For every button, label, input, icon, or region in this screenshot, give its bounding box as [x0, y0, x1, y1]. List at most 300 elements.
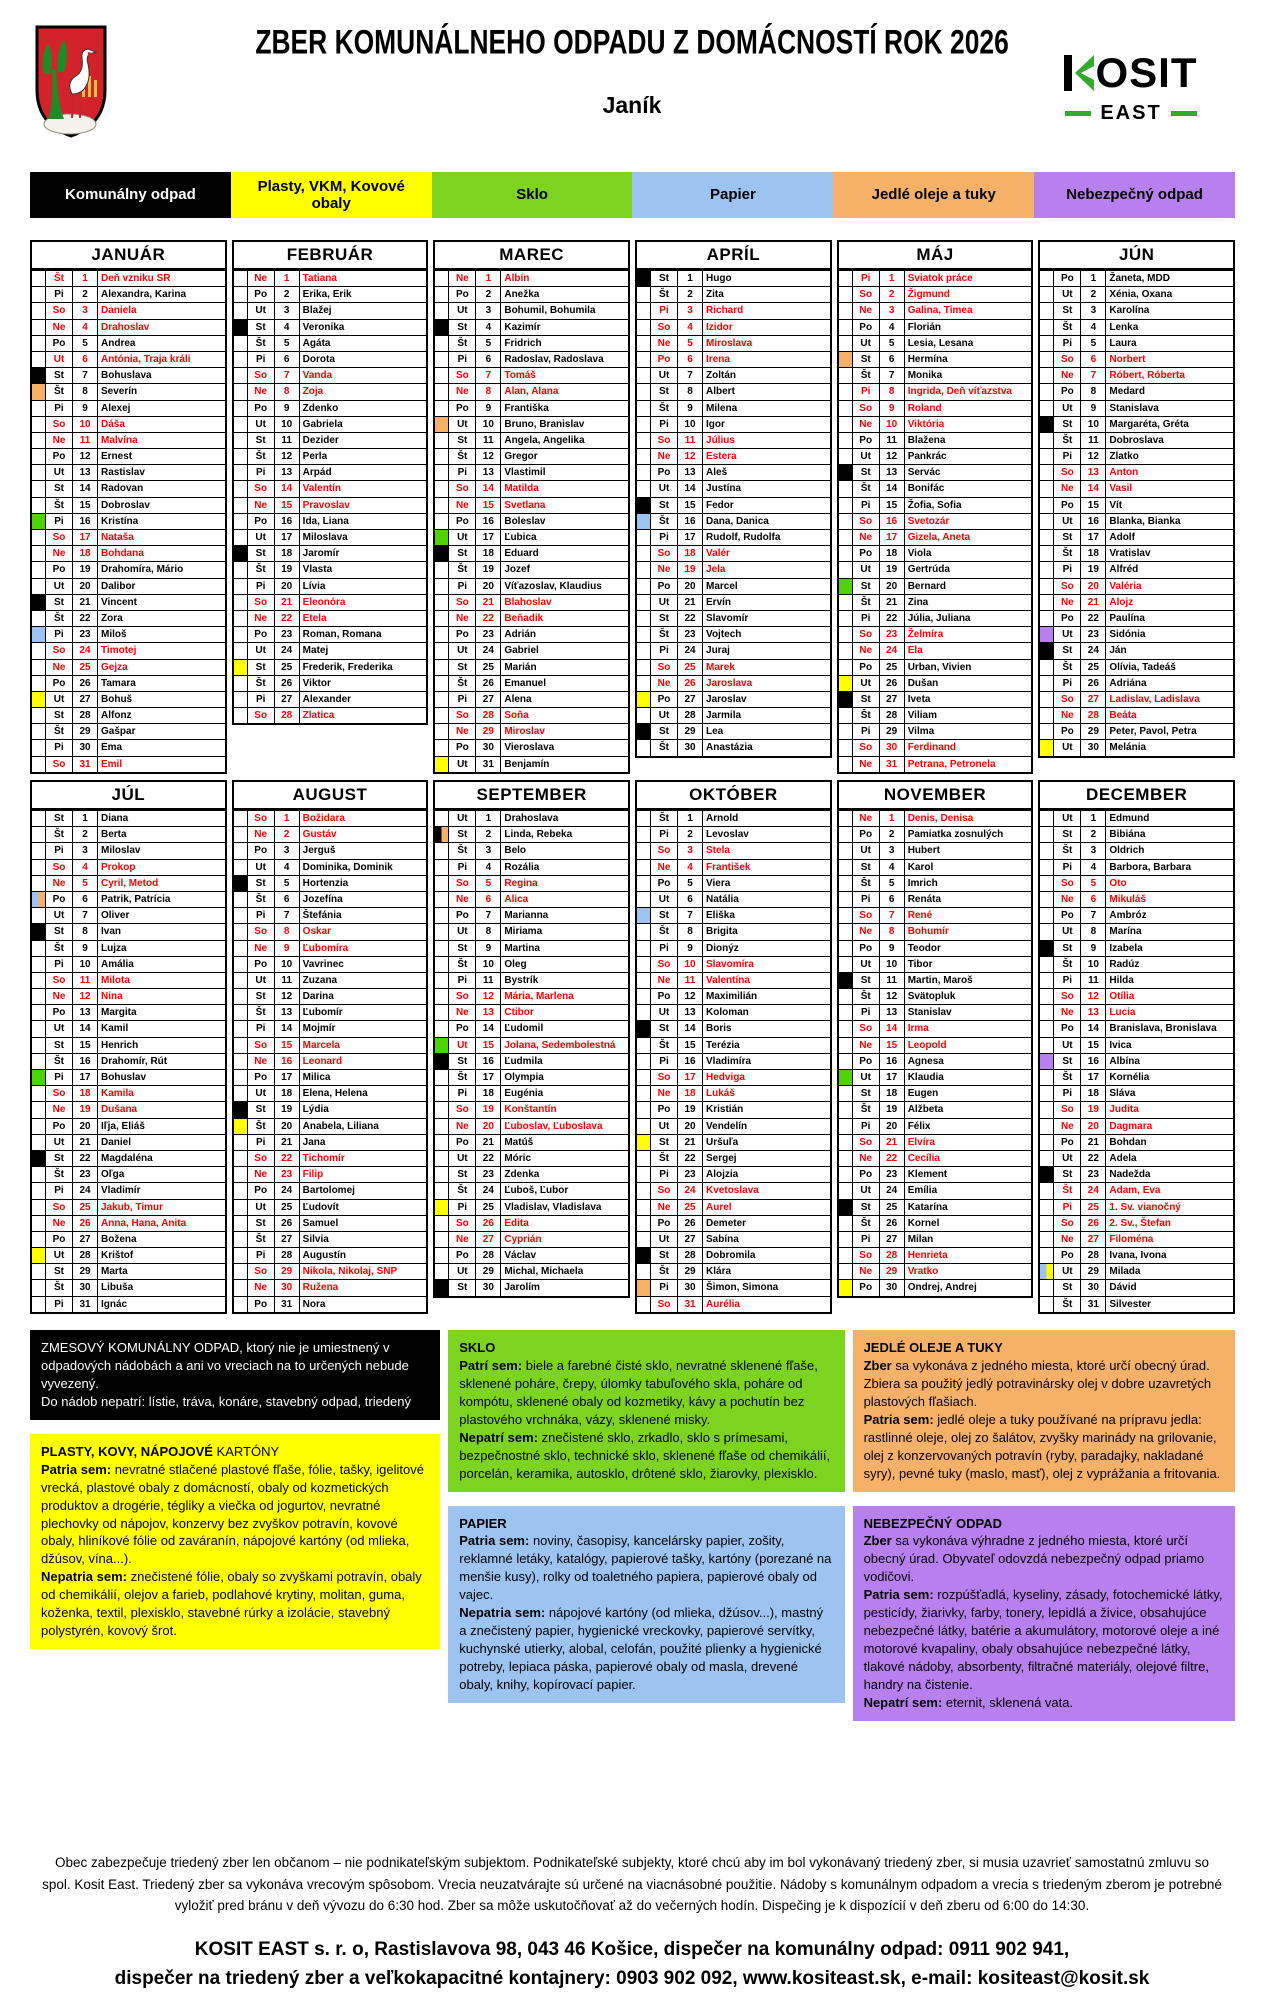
collection-marker [32, 740, 46, 755]
collection-marker [435, 757, 449, 772]
weekday-cell: Po [248, 1183, 275, 1198]
day-number-cell: 28 [880, 1248, 905, 1263]
month-table-október [635, 780, 832, 1314]
collection-marker [637, 562, 651, 577]
day-number-cell: 13 [1081, 465, 1106, 480]
collection-marker [839, 449, 853, 464]
collection-marker [1040, 320, 1054, 335]
day-number-cell: 18 [880, 546, 905, 561]
day-row [32, 383, 225, 399]
day-row [32, 1101, 225, 1117]
collection-marker [234, 1232, 248, 1247]
day-row [435, 972, 628, 988]
collection-marker [435, 692, 449, 707]
weekday-cell: Ut [248, 1200, 275, 1215]
day-row [839, 302, 1032, 318]
day-row [637, 642, 830, 658]
day-row [32, 907, 225, 923]
nameday-cell: Augustín [302, 1250, 346, 1262]
collection-marker [32, 876, 46, 891]
day-row [839, 1101, 1032, 1117]
collection-marker [234, 1151, 248, 1166]
day-row [435, 270, 628, 286]
day-number-cell: 30 [1081, 740, 1106, 755]
collection-marker [32, 643, 46, 658]
nameday-cell: Radoslav, Radoslava [504, 353, 604, 365]
nameday-cell: Levoslav [706, 829, 749, 841]
day-number-cell: 3 [880, 843, 905, 858]
collection-marker [234, 481, 248, 496]
collection-marker [1040, 676, 1054, 691]
weekday-cell: Ne [449, 1232, 476, 1247]
month-table-január [30, 240, 227, 774]
weekday-cell: Št [651, 1038, 678, 1053]
collection-marker [637, 827, 651, 842]
day-row [637, 1182, 830, 1198]
weekday-cell: Po [449, 514, 476, 529]
weekday-cell: Št [449, 449, 476, 464]
day-row [1040, 923, 1233, 939]
collection-marker [32, 401, 46, 416]
weekday-cell: Ut [651, 892, 678, 907]
day-number-cell: 22 [1081, 1151, 1106, 1166]
legend-jedl-oleje-a-tuky: Jedlé oleje a tuky [833, 172, 1034, 218]
weekday-cell: St [1054, 941, 1081, 956]
weekday-cell: St [853, 1200, 880, 1215]
day-number-cell: 31 [678, 1297, 703, 1312]
day-row [234, 1134, 427, 1150]
weekday-cell: Ut [651, 1005, 678, 1020]
weekday-cell: Ne [449, 384, 476, 399]
day-number-cell: 18 [678, 1086, 703, 1101]
day-number-cell: 12 [73, 989, 98, 1004]
nameday-cell: Galina, Timea [907, 305, 973, 317]
day-number-cell: 1 [880, 811, 905, 826]
day-row [1040, 545, 1233, 561]
collection-marker [234, 957, 248, 972]
day-row [234, 1004, 427, 1020]
month-title: MÁJ [839, 242, 1032, 270]
day-number-cell: 4 [275, 320, 300, 335]
collection-marker [1040, 481, 1054, 496]
weekday-cell: St [651, 1248, 678, 1263]
weekday-cell: Ut [46, 1135, 73, 1150]
nameday-cell: Klaudia [907, 1072, 944, 1083]
day-number-cell: 9 [73, 941, 98, 956]
weekday-cell: So [449, 368, 476, 383]
day-row [234, 578, 427, 594]
weekday-cell: Pi [248, 579, 275, 594]
day-row [1040, 1215, 1233, 1231]
weekday-cell: So [651, 320, 678, 335]
nameday-cell: Anežka [504, 289, 540, 301]
day-row [637, 383, 830, 399]
collection-marker [637, 908, 651, 923]
nameday-cell: Judita [1109, 1104, 1139, 1116]
collection-marker [234, 1297, 248, 1312]
collection-marker [32, 287, 46, 302]
collection-marker [234, 1054, 248, 1069]
collection-marker [1040, 401, 1054, 416]
info-paragraph: Nepatria sem: znečistené fólie, obaly so zvyškami potravín, obaly od chemikálií, olejov a farieb, podlahové krytiny, molitan, guma, koženka, textil, plexisklo, stavebné rúrky a izolácie, stavebný polystyrén, kovový šrot. [41, 1569, 422, 1639]
day-row [234, 432, 427, 448]
weekday-cell: Po [248, 843, 275, 858]
day-number-cell: 14 [476, 481, 501, 496]
collection-marker [32, 320, 46, 335]
day-number-cell: 26 [73, 676, 98, 691]
weekday-cell: St [1054, 827, 1081, 842]
collection-marker [839, 303, 853, 318]
day-row [234, 497, 427, 513]
legend-nebezpe-n-odpad: Nebezpečný odpad [1034, 172, 1235, 218]
info-box-jedle-oleje-a-tuky [853, 1330, 1235, 1492]
day-row [637, 891, 830, 907]
day-row [1040, 891, 1233, 907]
info-paragraph: Nepatrí sem: eternit, sklenená vata. [863, 1694, 1074, 1710]
nameday-cell: Adrián [504, 629, 537, 641]
nameday-cell: Stanislava [1109, 402, 1159, 414]
weekday-cell: So [1054, 692, 1081, 707]
nameday-cell: Servác [907, 467, 941, 479]
day-row [637, 907, 830, 923]
day-number-cell: 26 [1081, 676, 1106, 691]
collection-marker [839, 1005, 853, 1020]
nameday-cell: Zdenka [504, 1169, 540, 1181]
day-number-cell: 23 [275, 1167, 300, 1182]
weekday-cell: Ne [853, 924, 880, 939]
day-row [839, 826, 1032, 842]
nameday-cell: Miroslav [504, 726, 545, 738]
collection-marker [234, 827, 248, 842]
nameday-cell: Alojz [1109, 596, 1134, 608]
day-number-cell: 30 [880, 740, 905, 755]
day-row [1040, 826, 1233, 842]
weekday-cell: Pi [248, 692, 275, 707]
day-number-cell: 8 [880, 384, 905, 399]
weekday-cell: Pi [1054, 973, 1081, 988]
day-number-cell: 3 [275, 843, 300, 858]
nameday-cell: Alžbeta [907, 1104, 944, 1116]
collection-marker [234, 989, 248, 1004]
weekday-cell: Št [248, 1119, 275, 1134]
weekday-cell: Št [651, 1151, 678, 1166]
collection-marker [32, 336, 46, 351]
collection-marker [637, 579, 651, 594]
collection-marker [1040, 271, 1054, 286]
weekday-cell: Pi [853, 271, 880, 286]
nameday-cell: Ľubomíra [302, 942, 349, 954]
weekday-cell: Ut [46, 352, 73, 367]
day-number-cell: 29 [1081, 724, 1106, 739]
day-row [435, 1053, 628, 1069]
collection-marker [435, 303, 449, 318]
day-row [839, 448, 1032, 464]
nameday-cell: Hubert [907, 845, 940, 857]
day-row [839, 675, 1032, 691]
nameday-cell: Tatiana [302, 273, 337, 284]
day-row [234, 416, 427, 432]
day-number-cell: 19 [73, 1102, 98, 1117]
collection-marker [435, 1183, 449, 1198]
day-number-cell: 1 [880, 271, 905, 286]
weekday-cell: Pi [248, 352, 275, 367]
day-number-cell: 9 [678, 941, 703, 956]
day-row [1040, 1247, 1233, 1263]
day-number-cell: 16 [678, 514, 703, 529]
weekday-cell: Ut [853, 676, 880, 691]
weekday-cell: St [1054, 417, 1081, 432]
collection-marker [435, 1086, 449, 1101]
day-row [435, 659, 628, 675]
weekday-cell: Po [1054, 1135, 1081, 1150]
collection-marker [1040, 1005, 1054, 1020]
collection-marker [234, 287, 248, 302]
weekday-cell: Pi [449, 1200, 476, 1215]
collection-marker [839, 973, 853, 988]
weekday-cell: Ne [853, 757, 880, 772]
day-row [32, 675, 225, 691]
nameday-cell: Daniela [101, 305, 137, 317]
day-number-cell: 15 [275, 498, 300, 513]
month-table-apríl [635, 240, 832, 758]
day-number-cell: 28 [275, 708, 300, 723]
collection-marker [435, 465, 449, 480]
day-row [32, 1231, 225, 1247]
collection-marker [637, 514, 651, 529]
weekday-cell: Št [651, 811, 678, 826]
day-number-cell: 20 [678, 1119, 703, 1134]
collection-marker [637, 1297, 651, 1312]
day-number-cell: 22 [880, 611, 905, 626]
day-number-cell: 13 [1081, 1005, 1106, 1020]
collection-marker [32, 660, 46, 675]
day-row [32, 1182, 225, 1198]
day-number-cell: 21 [880, 1135, 905, 1150]
day-row [1040, 302, 1233, 318]
weekday-cell: St [248, 660, 275, 675]
day-row [435, 907, 628, 923]
day-number-cell: 4 [1081, 320, 1106, 335]
day-row [32, 707, 225, 723]
weekday-cell: Ut [248, 973, 275, 988]
nameday-cell: Eleonóra [302, 596, 346, 608]
day-row [234, 907, 427, 923]
day-number-cell: 26 [476, 676, 501, 691]
month-title: JÚL [32, 782, 225, 810]
day-row [1040, 1150, 1233, 1166]
nameday-cell: Deň vzniku SR [101, 273, 171, 284]
collection-marker [637, 1119, 651, 1134]
day-number-cell: 29 [678, 724, 703, 739]
day-number-cell: 11 [73, 433, 98, 448]
weekday-cell: St [1054, 303, 1081, 318]
page-title: ZBER KOMUNÁLNEHO ODPADU Z DOMÁCNOSTÍ ROK 2026 [255, 23, 1009, 62]
day-number-cell: 11 [476, 433, 501, 448]
weekday-cell: Po [1054, 498, 1081, 513]
nameday-cell: Malvína [101, 434, 138, 446]
nameday-cell: Bibiána [1109, 829, 1146, 841]
nameday-cell: Kazimír [504, 321, 541, 333]
day-row [234, 675, 427, 691]
weekday-cell: Pi [1054, 336, 1081, 351]
day-number-cell: 7 [678, 908, 703, 923]
day-number-cell: 19 [880, 562, 905, 577]
collection-marker [234, 433, 248, 448]
collection-marker [234, 692, 248, 707]
kosit-k-icon [1064, 55, 1094, 91]
collection-marker [1040, 1216, 1054, 1231]
info-column-middle [448, 1330, 844, 1721]
month-table-jún [1038, 240, 1235, 758]
day-number-cell: 18 [1081, 546, 1106, 561]
weekday-cell: Ne [853, 417, 880, 432]
day-number-cell: 19 [73, 562, 98, 577]
weekday-cell: Ut [46, 1021, 73, 1036]
day-row [839, 286, 1032, 302]
collection-marker [435, 433, 449, 448]
day-row [637, 1101, 830, 1117]
nameday-cell: Lesia, Lesana [907, 337, 974, 349]
day-row [637, 1020, 830, 1036]
collection-marker [32, 860, 46, 875]
info-paragraph: SKLO [459, 1340, 496, 1355]
info-column-right [853, 1330, 1235, 1721]
collection-marker [637, 1086, 651, 1101]
weekday-cell: Pi [46, 514, 73, 529]
day-number-cell: 23 [73, 1167, 98, 1182]
day-row [435, 1231, 628, 1247]
weekday-cell: Po [248, 287, 275, 302]
nameday-cell: Valentín [302, 483, 342, 495]
collection-marker [435, 660, 449, 675]
day-number-cell: 15 [678, 498, 703, 513]
day-number-cell: 24 [880, 1183, 905, 1198]
day-number-cell: 11 [275, 973, 300, 988]
weekday-cell: Ut [1054, 1151, 1081, 1166]
weekday-cell: Št [853, 1216, 880, 1231]
day-row [435, 610, 628, 626]
day-row [32, 923, 225, 939]
day-row [1040, 1296, 1233, 1312]
day-number-cell: 23 [678, 1167, 703, 1182]
day-number-cell: 7 [73, 908, 98, 923]
weekday-cell: Pi [46, 401, 73, 416]
weekday-cell: Pi [651, 643, 678, 658]
day-row [234, 529, 427, 545]
weekday-cell: Ut [449, 811, 476, 826]
nameday-cell: Ľubica [504, 532, 537, 543]
weekday-cell: Št [248, 449, 275, 464]
collection-marker [839, 1102, 853, 1117]
nameday-cell: Anna, Hana, Anita [101, 1217, 187, 1229]
nameday-cell: Xénia, Oxana [1109, 289, 1173, 301]
day-number-cell: 12 [678, 989, 703, 1004]
collection-marker [234, 384, 248, 399]
day-row [32, 842, 225, 858]
nameday-cell: Margaréta, Gréta [1109, 418, 1189, 430]
day-number-cell: 12 [476, 989, 501, 1004]
nameday-cell: Oto [1109, 877, 1127, 889]
nameday-cell: Jaromír [302, 548, 340, 560]
day-row [839, 891, 1032, 907]
collection-marker [32, 676, 46, 691]
day-row [637, 875, 830, 891]
nameday-cell: Radúz [1109, 958, 1140, 970]
weekday-cell: Ne [651, 676, 678, 691]
collection-marker [234, 1216, 248, 1231]
day-number-cell: 27 [73, 1232, 98, 1247]
day-number-cell: 3 [73, 843, 98, 858]
collection-marker [1040, 827, 1054, 842]
collection-marker [435, 1280, 449, 1295]
day-number-cell: 2 [880, 287, 905, 302]
day-number-cell: 8 [1081, 384, 1106, 399]
day-number-cell: 9 [678, 401, 703, 416]
weekday-cell: Št [248, 1232, 275, 1247]
day-number-cell: 28 [73, 1248, 98, 1263]
day-row [637, 859, 830, 875]
day-number-cell: 7 [476, 368, 501, 383]
nameday-cell: Igor [706, 418, 725, 430]
collection-marker [1040, 336, 1054, 351]
collection-marker [637, 401, 651, 416]
collection-marker [1040, 498, 1054, 513]
nameday-cell: Andrea [101, 337, 136, 349]
day-row [435, 578, 628, 594]
collection-marker [435, 384, 449, 399]
nameday-cell: Anastázia [706, 742, 753, 754]
weekday-cell: Ne [1054, 1119, 1081, 1134]
weekday-cell: So [853, 287, 880, 302]
weekday-cell: Pi [651, 530, 678, 545]
collection-marker [839, 957, 853, 972]
month-table-december [1038, 780, 1235, 1314]
day-number-cell: 14 [880, 1021, 905, 1036]
weekday-cell: Št [1054, 1297, 1081, 1312]
collection-marker [234, 530, 248, 545]
weekday-cell: Pi [853, 384, 880, 399]
day-number-cell: 30 [476, 740, 501, 755]
collection-marker [839, 811, 853, 826]
nameday-cell: Júlia, Juliana [907, 612, 971, 624]
day-row [32, 988, 225, 1004]
day-number-cell: 12 [880, 449, 905, 464]
collection-marker [435, 368, 449, 383]
nameday-cell: Bohuslav [101, 1072, 147, 1083]
collection-marker [435, 1102, 449, 1117]
day-row [1040, 1020, 1233, 1036]
day-row [1040, 1182, 1233, 1198]
nameday-cell: Uršuľa [706, 1136, 739, 1148]
weekday-cell: Pi [449, 1086, 476, 1101]
day-row [234, 1296, 427, 1312]
nameday-cell: Zoltán [706, 370, 737, 382]
collection-marker [32, 989, 46, 1004]
day-row [435, 675, 628, 691]
collection-marker [839, 595, 853, 610]
day-row [637, 739, 830, 755]
nameday-cell: Amália [101, 958, 134, 970]
nameday-cell: Bernard [907, 580, 947, 592]
collection-marker [1040, 352, 1054, 367]
day-number-cell: 17 [73, 530, 98, 545]
weekday-cell: Pi [1054, 1086, 1081, 1101]
day-number-cell: 8 [1081, 924, 1106, 939]
day-number-cell: 31 [73, 1297, 98, 1312]
weekday-cell: St [46, 481, 73, 496]
collection-marker [839, 1086, 853, 1101]
collection-marker [839, 384, 853, 399]
